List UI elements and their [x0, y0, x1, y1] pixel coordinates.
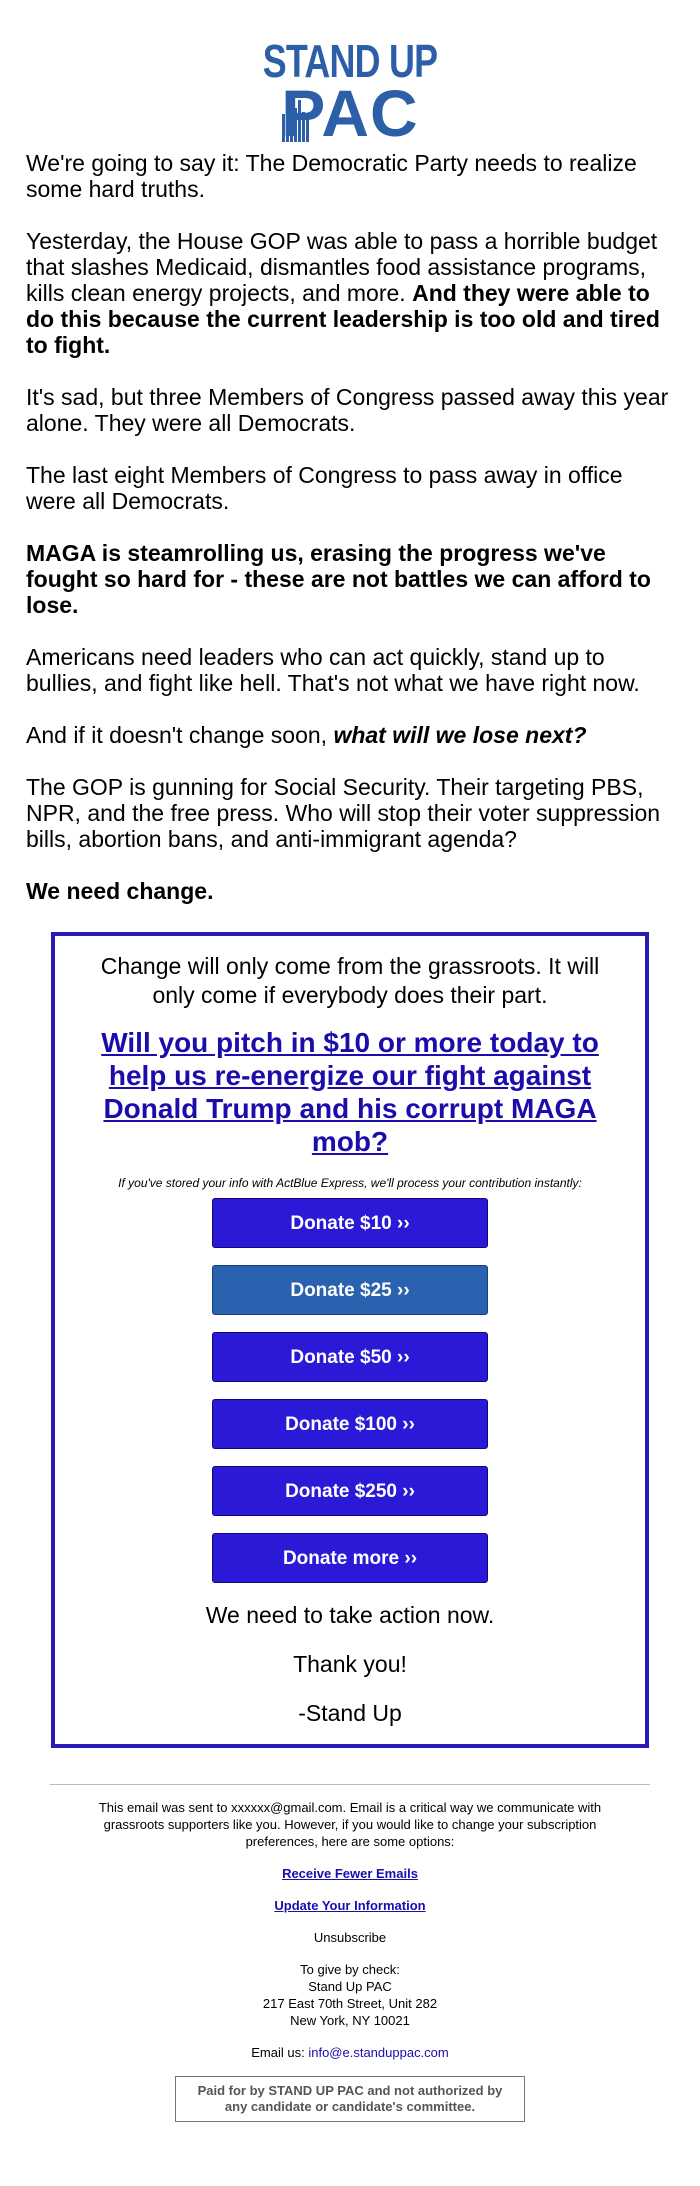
paragraph-3: It's sad, but three Members of Congress passed away this year alone. They were all Democrats.: [26, 384, 669, 436]
contact-email-link[interactable]: info@e.standuppac.com: [308, 2045, 449, 2060]
paragraph-2-text: Yesterday, the House GOP was able to pass a horrible budget that slashes Medicaid, dismantles food assistance programs, kills clean energy projects, and more.: [26, 228, 658, 306]
contact-email: [70, 2044, 630, 2061]
stand-up-pac-logo: [0, 0, 700, 150]
paragraph-2: [26, 228, 674, 358]
check-heading: To give by check:: [300, 1962, 400, 1977]
email-footer: [0, 1799, 700, 2122]
donate-50-button[interactable]: Donate $50 ››: [212, 1332, 488, 1382]
donate-more-button[interactable]: Donate more ››: [212, 1533, 488, 1583]
donate-box: [51, 932, 649, 1748]
donate-intro: Change will only come from the grassroots. It will only come if everybody does their part.: [100, 953, 600, 1008]
footer-sent-to: This email was sent to xxxxxx@gmail.com. Email is a critical way we communicate with grassroots supporters like you. However, if you would like to change your subscription preferences, here are some options:: [98, 1800, 602, 1849]
email-body: [0, 150, 700, 904]
paragraph-6: Americans need leaders who can act quickly, stand up to bullies, and fight like hell. That's not what we have right now.: [26, 644, 640, 696]
receive-fewer-emails-link[interactable]: Receive Fewer Emails: [282, 1866, 418, 1881]
donate-100-button[interactable]: Donate $100 ››: [212, 1399, 488, 1449]
donate-10-button[interactable]: Donate $10 ››: [212, 1198, 488, 1248]
paragraph-8: The GOP is gunning for Social Security. Their targeting PBS, NPR, and the free press. Who will stop their voter suppression bills, abortion bans, and anti-immigrant agenda?: [26, 774, 661, 852]
donate-closing: [83, 1600, 617, 1728]
email-label: Email us:: [251, 2045, 305, 2060]
paragraph-2-bold: And they were able to do this because the current leadership is too old and tired to fight.: [26, 280, 660, 358]
paragraph-7-emphasis: what will we lose next?: [333, 722, 587, 748]
paragraph-9: We need change.: [26, 878, 214, 904]
closing-line-1: We need to take action now.: [205, 1602, 495, 1628]
check-name: Stand Up PAC: [308, 1979, 392, 1994]
logo-line-1: STAND UP: [262, 35, 438, 87]
paragraph-7: [26, 722, 674, 748]
paragraph-5: MAGA is steamrolling us, erasing the progress we've fought so hard for - these are not battles we can afford to lose.: [26, 540, 651, 618]
paid-for-disclaimer: Paid for by STAND UP PAC and not authorized by any candidate or candidate's committee.: [175, 2076, 525, 2122]
closing-signature: -Stand Up: [298, 1700, 402, 1726]
logo-line-2: PAC: [281, 76, 419, 150]
paragraph-1: We're going to say it: The Democratic Party needs to realize some hard truths.: [26, 150, 637, 202]
check-city: New York, NY 10021: [290, 2013, 410, 2028]
actblue-note: If you've stored your info with ActBlue Express, we'll process your contribution instantly:: [118, 1176, 582, 1190]
paragraph-4: The last eight Members of Congress to pass away in office were all Democrats.: [26, 462, 623, 514]
donate-ask-link[interactable]: Will you pitch in $10 or more today to help us re-energize our fight against Donald Trump and his corrupt MAGA mob?: [101, 1027, 599, 1157]
donate-25-button[interactable]: Donate $25 ››: [212, 1265, 488, 1315]
update-info-link[interactable]: Update Your Information: [274, 1898, 426, 1913]
donate-250-button[interactable]: Donate $250 ››: [212, 1466, 488, 1516]
paragraph-7-text: And if it doesn't change soon,: [26, 722, 328, 748]
check-street: 217 East 70th Street, Unit 282: [262, 1996, 438, 2011]
closing-line-2: Thank you!: [293, 1651, 407, 1677]
unsubscribe-link[interactable]: Unsubscribe: [313, 1930, 387, 1945]
check-address: [70, 1961, 630, 2029]
footer-divider: [50, 1784, 650, 1785]
